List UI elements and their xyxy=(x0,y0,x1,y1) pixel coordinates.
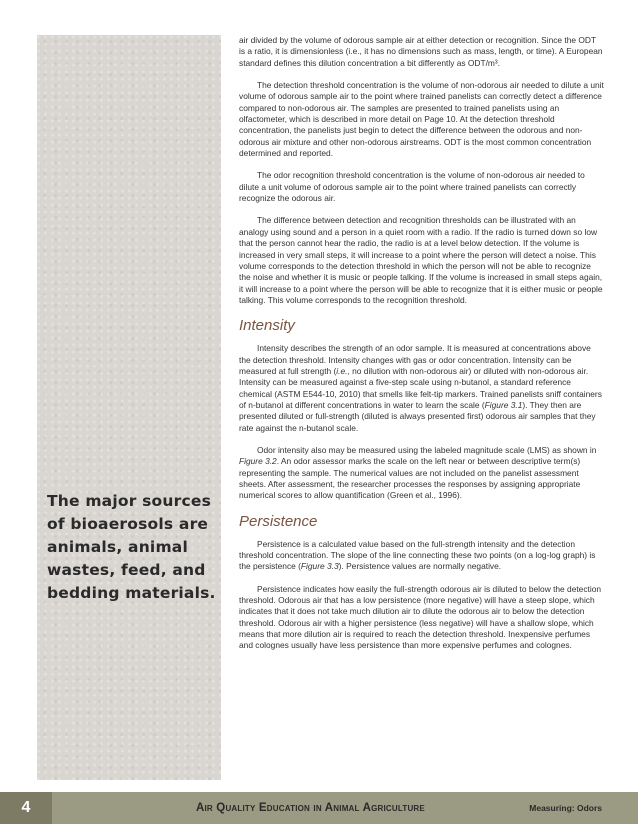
body-paragraph: The difference between detection and recognition thresholds can be illustrated with an analogy using sound and a person in a quiet room with a radio. If the radio is turned down so low that the person cannot hear the radio, the radio is at a level below detection. If the volume is increased in very small steps, it will increase to a point where the person will detect a noise. This volume corresponds to the detection threshold in which the person will not be able to recognize the noise and whether it is music or people talking. If the volume is increased in small steps again, it will increase to a point where the person will be able to recognize that it is either music or people talking. This volume corresponds to the recognition threshold. xyxy=(239,215,603,305)
figure-reference: Figure 3.3 xyxy=(300,561,339,572)
text-run: Intensity describes the strength of an odor sample. It is measured at concentrations above the detection threshold. Intensity changes with gas or odor concentration. Intensity can be measured at full strength ( xyxy=(239,343,591,376)
main-content xyxy=(239,35,604,663)
sidebar-panel xyxy=(37,35,221,780)
body-paragraph: The odor recognition threshold concentration is the volume of non-odorous air needed to dilute a unit volume of odorous sample air to the point where trained panelists can correctly recognize the odorous air. xyxy=(239,170,585,204)
text-run: Odor intensity also may be measured using the labeled magnitude scale (LMS) as shown in xyxy=(257,444,597,455)
text-run: . An odor assessor marks the scale on the left near or between descriptive term(s) representing the sample. The numerical values are not included on the panelist assessment sheets. After assessment, the researcher processes the responses by assigning appropriate numerical scores to allow quantification (Green et al., 1996). xyxy=(239,456,581,501)
publication-title: Air Quality Education in Animal Agriculture xyxy=(196,802,425,814)
section-heading-persistence: Persistence xyxy=(239,512,318,530)
body-paragraph xyxy=(239,445,604,502)
body-paragraph: air divided by the volume of odorous sample air at either detection or recognition. Since the ODT is a ratio, it is dimensionless (i.e., it has no dimensions such as mass, length, or time). A European standard defines this dilution concentration a bit differently as ODT/m³. xyxy=(239,35,603,68)
text-run: , no dilution with non-odorous air) or diluted with non-odorous air. Intensity can be measured against a five-step scale using n-butanol, a standard reference chemical (ASTM E544-10, 2010) that smells like felt-tip markers. Trained panelists sniff containers of n-butanol at different concentrations in water to learn the scale ( xyxy=(239,365,602,410)
italic-text: i.e. xyxy=(336,365,348,376)
text-run: Persistence is a calculated value based on the full-strength intensity and the detection threshold concentration. The slope of the line connecting these two points (on a log-log graph) is the persistence ( xyxy=(239,538,596,572)
page-footer xyxy=(0,792,638,824)
body-paragraph xyxy=(239,343,604,434)
page-number: 4 xyxy=(0,792,52,824)
pull-quote: The major sources of bioaerosols are animals, animal wastes, feed, and bedding materials. xyxy=(47,492,216,602)
section-label: Measuring: Odors xyxy=(529,803,602,813)
section-heading-intensity: Intensity xyxy=(239,317,295,335)
figure-reference: Figure 3.1 xyxy=(484,399,523,410)
body-paragraph: Persistence indicates how easily the full-strength odorous air is diluted to below the detection threshold. Odorous air that has a low persistence (more negative) will have a steep slope, which indicates that it does not take much dilution air to dilute the odorous air to below the detection threshold. Odorous air with a higher persistence (less negative) will have a shallow slope, which means that more dilution air is required to reach the detection threshold. Inexpensive perfumes and colognes usually have less persistence than more expensive perfumes and colognes. xyxy=(239,583,602,651)
body-paragraph xyxy=(239,539,604,573)
text-run: ). They then are presented diluted or full-strength (diluted is always presented first) odorous air samples that they rate against the n-butanol scale. xyxy=(239,399,596,433)
body-paragraph: The detection threshold concentration is the volume of non-odorous air needed to dilute a unit volume of odorous sample air to the point where trained panelists can correctly detect a difference compared to non-odorous air. The samples are presented to trained panelists using an olfactometer, which is described in more detail on Page 10. At the detection threshold concentration, the panelists just begin to detect the difference between the odorous and non-odorous air mixture and other non-odorous airstreams. ODT is the most common concentration determined and reported. xyxy=(239,80,604,159)
text-run: ). Persistence values are normally negative. xyxy=(338,561,502,572)
figure-reference: Figure 3.2 xyxy=(239,456,277,467)
